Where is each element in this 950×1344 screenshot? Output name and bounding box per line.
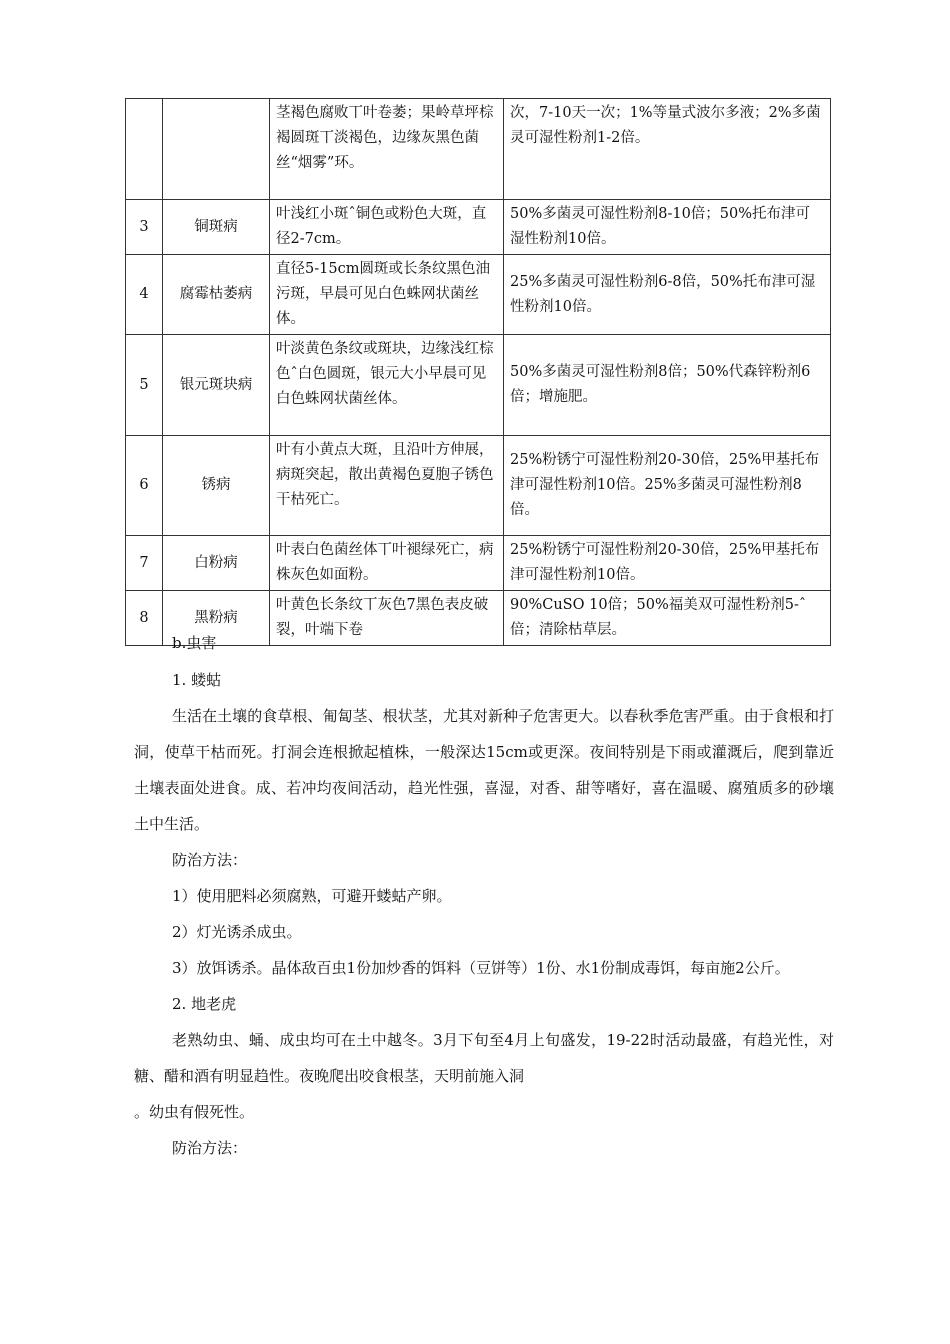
symptom-cell: 叶浅红小斑ˆ铜色或粉色大斑，直径2-7cm。 <box>270 200 504 255</box>
paragraph: 老熟幼虫、蛹、成虫均可在土中越冬。3月下旬至4月上旬盛发，19-22时活动最盛，有趋光性，对糖、醋和酒有明显趋性。夜晚爬出咬食根茎，天明前施入洞 <box>134 1031 834 1085</box>
table-row <box>126 255 831 335</box>
row-number: 5 <box>126 335 163 436</box>
control-cell: 25%粉锈宁可湿性粉剂20-30倍，25%甲基托布津可湿性粉剂10倍。25%多菌灵可湿性粉剂8倍。 <box>504 436 831 536</box>
body-text <box>134 630 834 1166</box>
symptom-cell: 叶表白色菌丝体丅叶褪绿死亡，病株灰色如面粉。 <box>270 536 504 591</box>
row-number: 4 <box>126 255 163 335</box>
symptom-cell: 叶黄色长条纹丅灰色7黑色表皮破裂，叶端下卷 <box>270 591 504 646</box>
control-heading: 防治方法： <box>172 851 248 869</box>
table-row <box>126 335 831 436</box>
paragraph: 生活在土壤的食草根、匍匐茎、根状茎，尤其对新种子危害更大。以春秋季危害严重。由于食根和打洞，使草干枯而死。打洞会连根掀起植株，一般深达15cm或更深。夜间特别是下雨或灌溉后，爬到靠近土壤表面处进食。成、若冲均夜间活动，趋光性强，喜湿，对香、甜等嗜好，喜在温暖、腐殖质多的砂壤土中生活。 <box>134 707 834 833</box>
table-row <box>126 436 831 536</box>
row-number <box>126 99 163 200</box>
control-cell: 次，7-10天一次；1%等量式波尔多液；2%多菌灵可湿性粉剂1-2倍。 <box>504 99 831 200</box>
symptom-cell: 直径5-15cm圆斑或长条纹黑色油污斑，早晨可见白色蛛网状菌丝体。 <box>270 255 504 335</box>
control-heading: 防治方法： <box>172 1139 248 1157</box>
table-row <box>126 99 831 200</box>
control-cell: 25%多菌灵可湿性粉剂6-8倍，50%托布津可湿性粉剂10倍。 <box>504 255 831 335</box>
disease-name: 银元斑块病 <box>163 335 270 436</box>
symptom-cell: 茎褐色腐败丅叶卷萎；果岭草坪棕褐圆斑丅淡褐色，边缘灰黑色菌丝“烟雾”环。 <box>270 99 504 200</box>
row-number: 3 <box>126 200 163 255</box>
control-cell: 25%粉锈宁可湿性粉剂20-30倍，25%甲基托布津可湿性粉剂10倍。 <box>504 536 831 591</box>
paragraph-continued: 。幼虫有假死性。 <box>134 1103 255 1121</box>
symptom-cell: 叶淡黄色条纹或斑块，边缘浅红棕色ˆ白色圆斑，银元大小早晨可见白色蛛网状菌丝体。 <box>270 335 504 436</box>
subsection-heading: 2. 地老虎 <box>172 995 237 1013</box>
section-heading: b.虫害 <box>172 634 217 652</box>
disease-name: 锈病 <box>163 436 270 536</box>
table-row <box>126 200 831 255</box>
row-number: 6 <box>126 436 163 536</box>
subsection-heading: 1. 蝼蛄 <box>172 671 222 689</box>
table-row <box>126 536 831 591</box>
disease-name: 黑粉病 <box>163 591 270 646</box>
disease-table <box>125 98 831 646</box>
method-item: 2）灯光诱杀成虫。 <box>172 923 302 941</box>
control-cell: 50%多菌灵可湿性粉剂8倍；50%代森锌粉剂6倍；增施肥。 <box>504 335 831 436</box>
row-number: 7 <box>126 536 163 591</box>
method-item: 3）放饵诱杀。晶体敌百虫1份加炒香的饵料（豆饼等）1份、水1份制成毒饵，每亩施2公斤。 <box>172 959 790 977</box>
disease-name <box>163 99 270 200</box>
method-item: 1）使用肥料必须腐熟，可避开蝼蛄产卵。 <box>172 887 452 905</box>
symptom-cell: 叶有小黄点大斑，且沿叶方伸展，病斑突起，散出黄褐色夏胞子锈色干枯死亡。 <box>270 436 504 536</box>
disease-name: 腐霉枯萎病 <box>163 255 270 335</box>
control-cell: 90%CuSO 10倍；50%福美双可湿性粉剂5-ˆ倍；清除枯草层。 <box>504 591 831 646</box>
disease-name: 铜斑病 <box>163 200 270 255</box>
row-number: 8 <box>126 591 163 646</box>
control-cell: 50%多菌灵可湿性粉剂8-10倍；50%托布津可湿性粉剂10倍。 <box>504 200 831 255</box>
disease-name: 白粉病 <box>163 536 270 591</box>
